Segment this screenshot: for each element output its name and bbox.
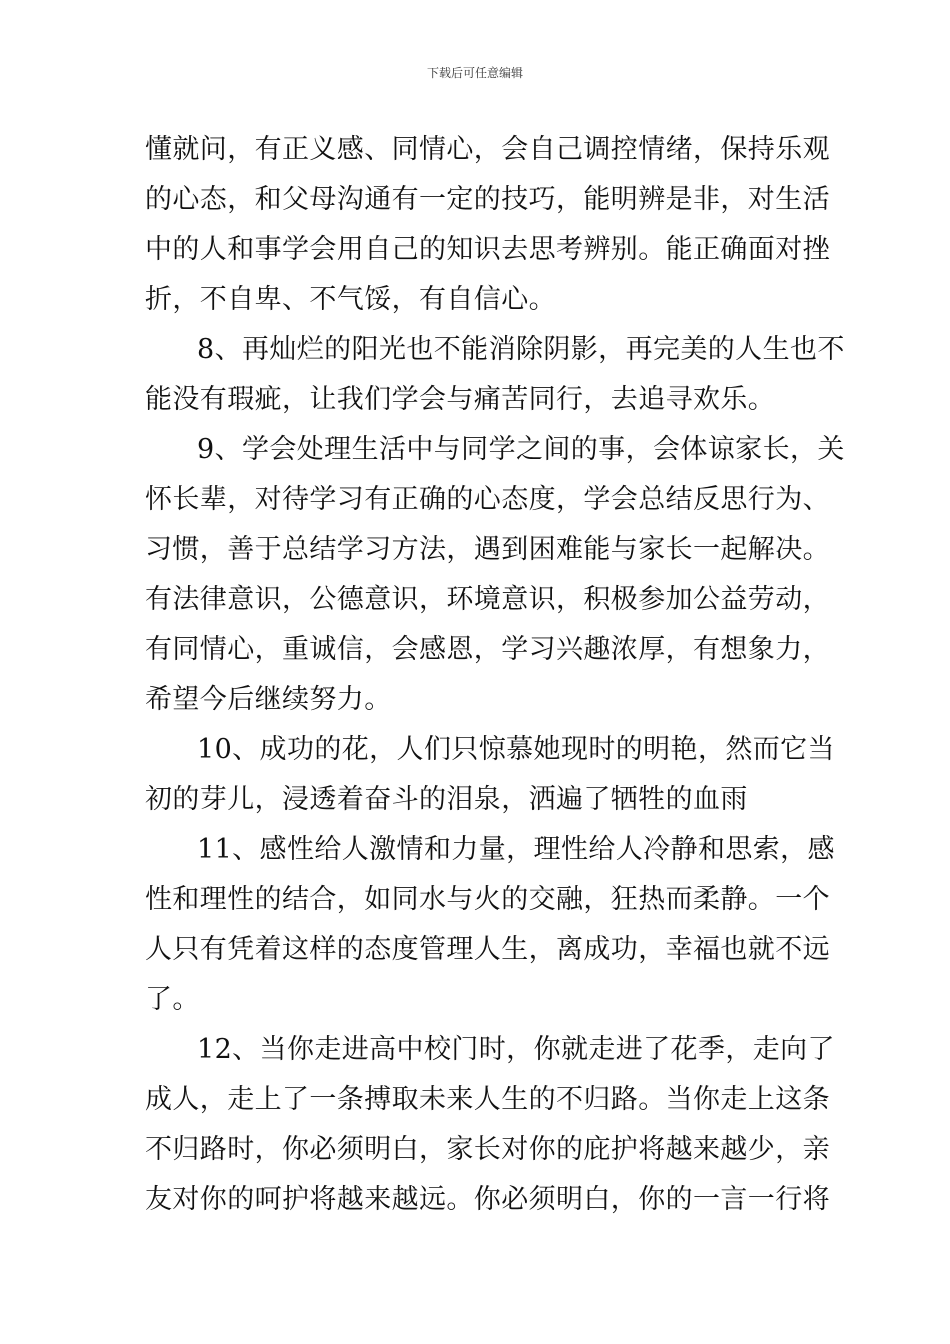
text-line: 人只有凭着这样的态度管理人生，离成功，幸福也就不远: [145, 934, 830, 965]
paragraph-8-first-line: 8、再灿烂的阳光也不能消除阴影，再完美的人生也不: [197, 334, 845, 365]
text-line: 习惯，善于总结学习方法，遇到困难能与家长一起解决。: [145, 534, 830, 565]
text-line: 有法律意识，公德意识，环境意识，积极参加公益劳动，: [145, 584, 830, 615]
paragraph-12-first-line: 12、当你走进高中校门时，你就走进了花季，走向了: [197, 1034, 835, 1065]
text-line: 懂就问，有正义感、同情心，会自己调控情绪，保持乐观: [145, 134, 830, 165]
page-header: 下载后可任意编辑: [426, 66, 523, 80]
text-line: 不归路时，你必须明白，家长对你的庇护将越来越少，亲: [145, 1134, 830, 1165]
text-line: 的心态，和父母沟通有一定的技巧，能明辨是非，对生活: [145, 184, 830, 215]
text-line: 性和理性的结合，如同水与火的交融，狂热而柔静。一个: [145, 884, 830, 915]
paragraph-9-first-line: 9、学会处理生活中与同学之间的事，会体谅家长，关: [197, 434, 845, 465]
text-line: 折，不自卑、不气馁，有自信心。: [145, 284, 556, 315]
text-line: 能没有瑕疵，让我们学会与痛苦同行，去追寻欢乐。: [145, 384, 776, 415]
text-line: 有同情心，重诚信，会感恩，学习兴趣浓厚，有想象力，: [145, 634, 830, 665]
paragraph-11-first-line: 11、感性给人激情和力量，理性给人冷静和思索，感: [197, 834, 835, 865]
text-line: 友对你的呵护将越来越远。你必须明白，你的一言一行将: [145, 1184, 830, 1215]
text-line: 中的人和事学会用自己的知识去思考辨别。能正确面对挫: [145, 234, 830, 265]
text-line: 希望今后继续努力。: [145, 684, 392, 715]
text-line: 怀长辈，对待学习有正确的心态度，学会总结反思行为、: [145, 484, 830, 515]
paragraph-10-first-line: 10、成功的花，人们只惊慕她现时的明艳，然而它当: [197, 734, 835, 765]
text-line: 了。: [145, 984, 200, 1015]
text-line: 初的芽儿，浸透着奋斗的泪泉，洒遍了牺牲的血雨: [145, 784, 748, 815]
text-line: 成人，走上了一条搏取未来人生的不归路。当你走上这条: [145, 1084, 830, 1115]
